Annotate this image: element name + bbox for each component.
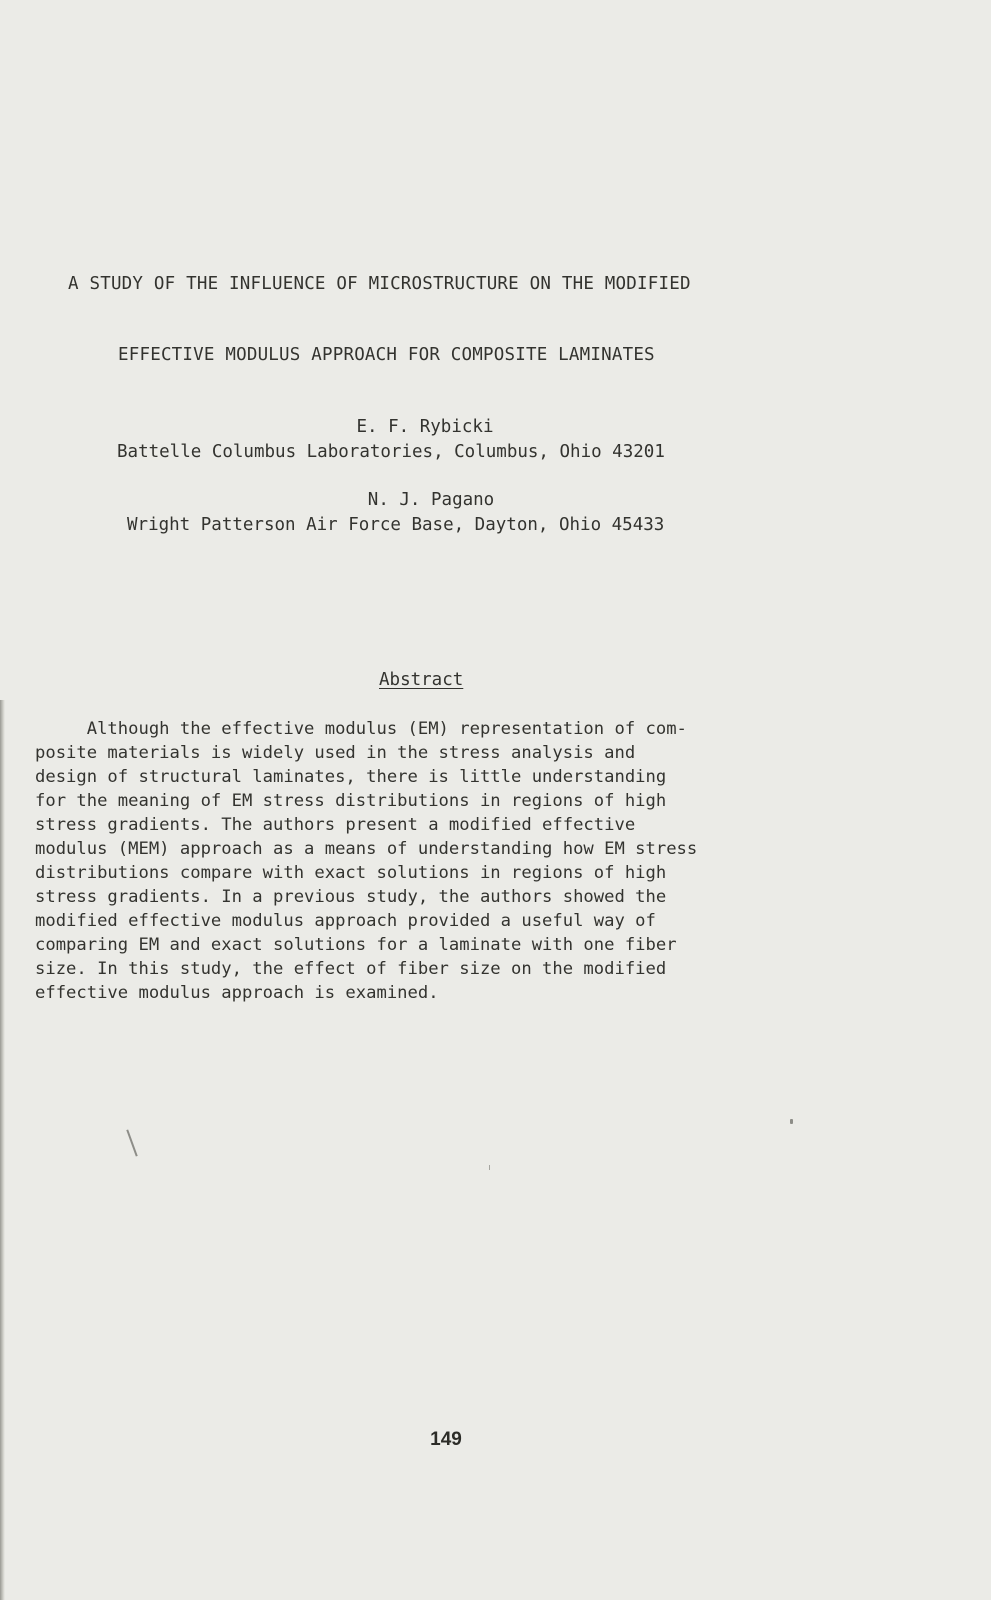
author-affiliation-1: Battelle Columbus Laboratories, Columbus, Ohio 43201: [117, 442, 665, 462]
abstract-line: stress gradients. In a previous study, the authors showed the: [35, 887, 667, 907]
paper-title-line-1: A STUDY OF THE INFLUENCE OF MICROSTRUCTURE ON THE MODIFIED: [68, 274, 691, 294]
abstract-heading: Abstract: [379, 670, 464, 690]
abstract-line: posite materials is widely used in the stress analysis and: [35, 743, 636, 763]
page-number: 149: [430, 1429, 462, 1450]
page-binding-edge: [0, 700, 5, 1600]
abstract-body: [35, 717, 697, 1005]
abstract-line: design of structural laminates, there is little understanding: [35, 767, 667, 787]
abstract-line: modulus (MEM) approach as a means of understanding how EM stress: [35, 839, 698, 859]
abstract-line: distributions compare with exact solutions in regions of high: [35, 863, 667, 883]
abstract-line: stress gradients. The authors present a modified effective: [35, 815, 636, 835]
abstract-line: effective modulus approach is examined.: [35, 983, 439, 1003]
author-name-1: E. F. Rybicki: [356, 417, 494, 437]
author-affiliation-2: Wright Patterson Air Force Base, Dayton, Ohio 45433: [127, 515, 665, 535]
paper-title-line-2: EFFECTIVE MODULUS APPROACH FOR COMPOSITE LAMINATES: [118, 345, 655, 365]
abstract-line: size. In this study, the effect of fiber size on the modified: [35, 959, 667, 979]
abstract-line: comparing EM and exact solutions for a laminate with one fiber: [35, 935, 677, 955]
abstract-line: modified effective modulus approach provided a useful way of: [35, 911, 656, 931]
abstract-line: for the meaning of EM stress distributions in regions of high: [35, 791, 667, 811]
scan-artifact-stroke: [126, 1130, 137, 1157]
author-name-2: N. J. Pagano: [367, 490, 495, 510]
scan-artifact-dot: [790, 1119, 793, 1124]
scan-artifact-speck: [489, 1165, 490, 1170]
abstract-line: Although the effective modulus (EM) representation of com-: [35, 719, 687, 739]
